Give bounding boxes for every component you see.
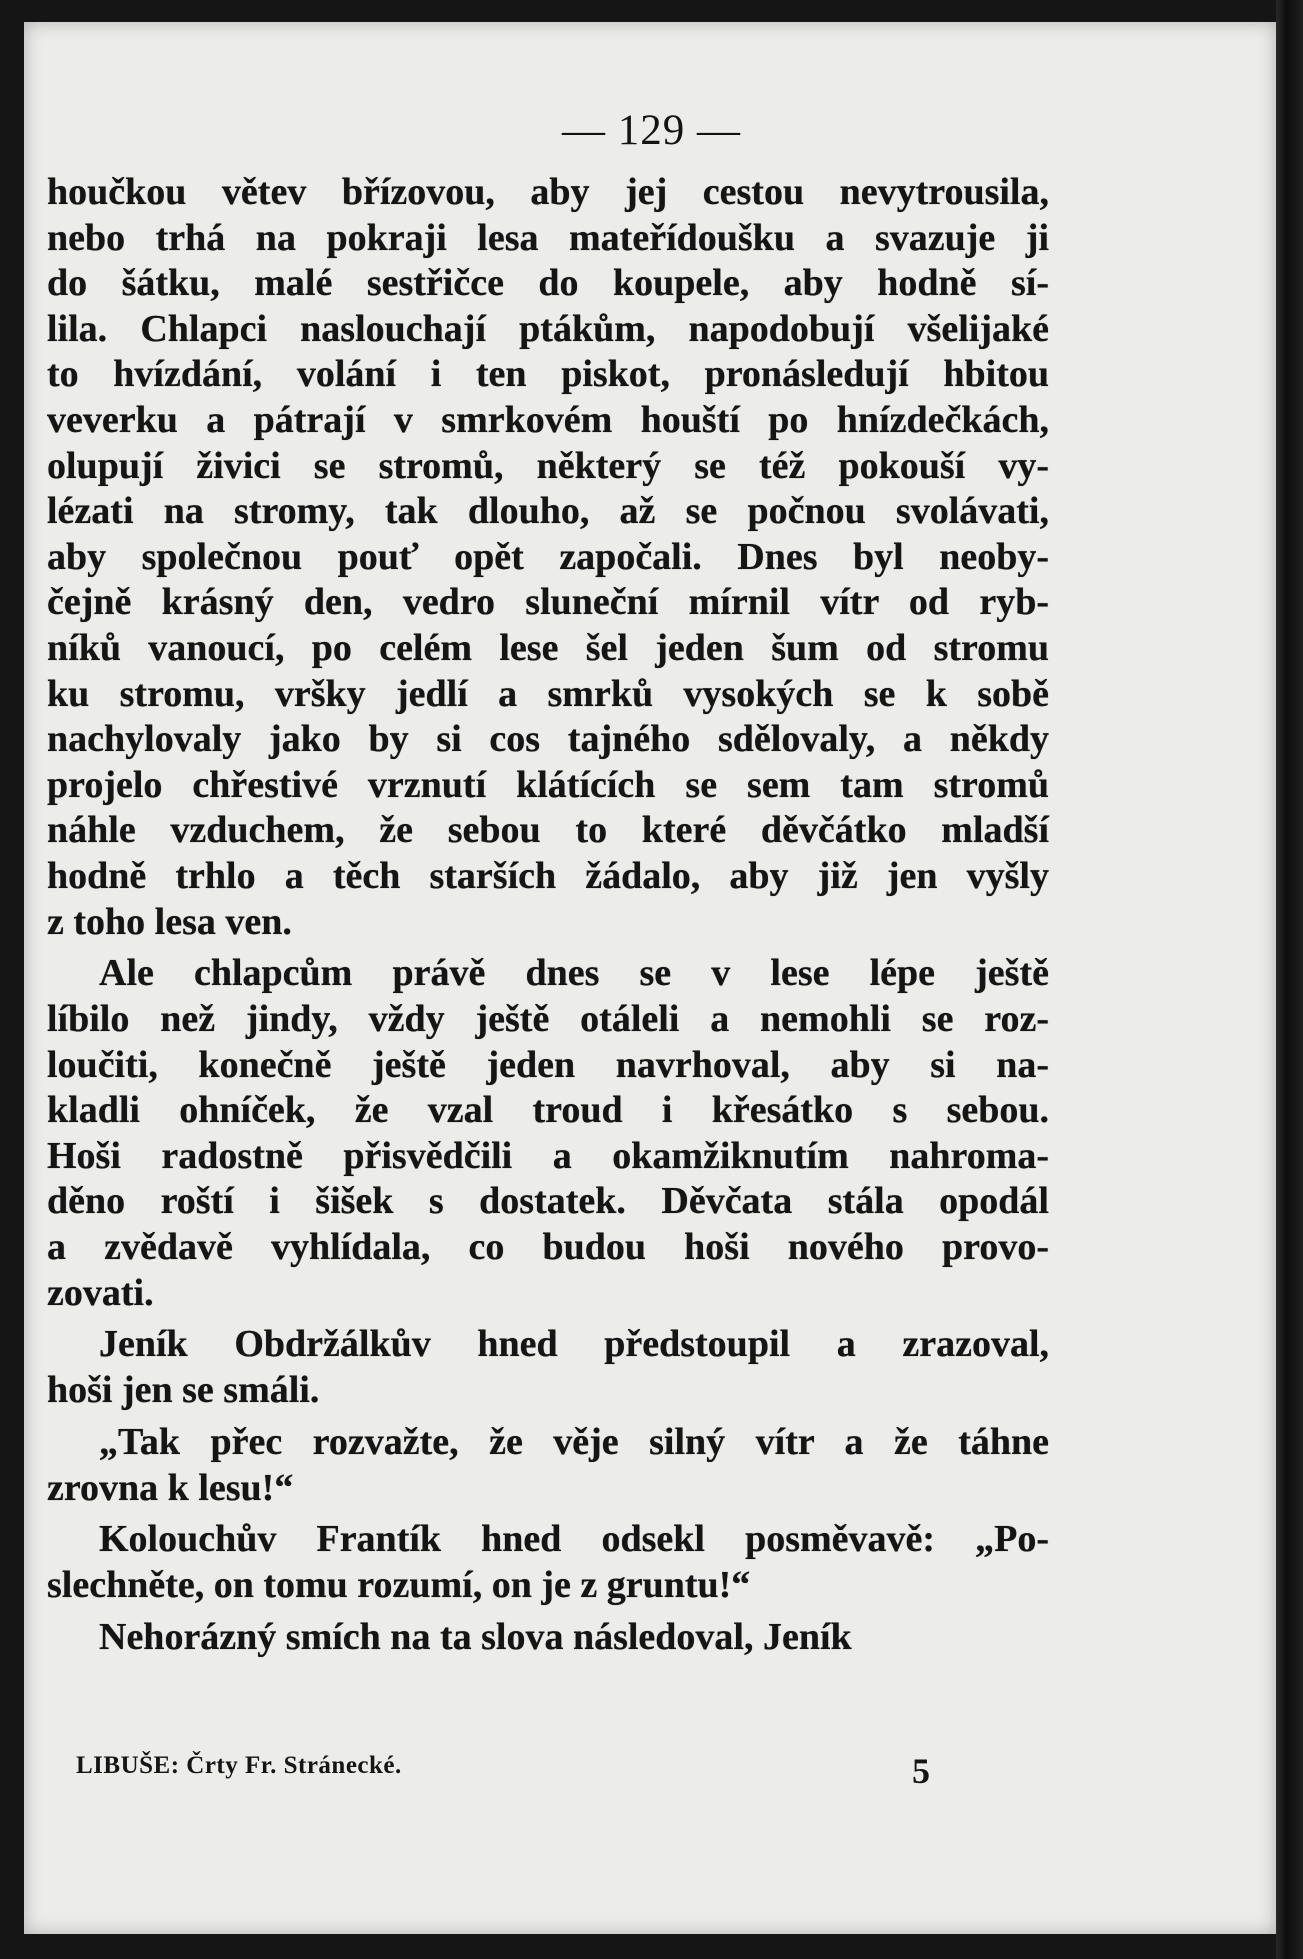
text-line: lézati na stromy, tak dlouho, až se počnou svolávati, [47, 490, 1049, 533]
text-line: olupují živici se stromů, některý se též pokouší vy- [47, 444, 1049, 487]
paragraph [47, 1517, 1049, 1608]
text-line: Ale chlapcům právě dnes se v lese lépe ještě [99, 952, 1049, 995]
text-line: „Tak přec rozvažte, že věje silný vítr a že táhne [99, 1420, 1049, 1463]
text-line: a zvědavě vyhlídala, co budou hoši nového provo- [47, 1225, 1049, 1268]
text-line: níků vanoucí, po celém lese šel jeden šum od stromu [47, 626, 1049, 669]
text-line: projelo chřestivé vrznutí klátících se sem tam stromů [47, 763, 1049, 806]
text-line: zrovna k lesu!“ [47, 1466, 294, 1509]
text-line: náhle vzduchem, že sebou to které děvčátko mladší [47, 809, 1049, 852]
printer-signature: 5 [912, 1751, 930, 1791]
text-line: zovati. [47, 1271, 154, 1314]
text-line: hodně trhlo a těch starších žádalo, aby již jen vyšly [47, 854, 1049, 897]
text-line: aby společnou pouť opět započali. Dnes byl neoby- [47, 535, 1049, 578]
page-number: — 129 — [562, 107, 741, 154]
text-line: Jeník Obdržálkův hned předstoupil a zrazoval, [99, 1323, 1049, 1366]
text-line: nebo trhá na pokraji lesa mateřídoušku a svazuje ji [47, 216, 1049, 259]
scan-border [1276, 0, 1303, 1959]
text-line: líbilo než jindy, vždy ještě otáleli a nemohli se roz- [47, 997, 1049, 1040]
text-line: Nehorázný smích na ta slova následoval, Jeník [99, 1615, 852, 1658]
text-line: Hoši radostně přisvědčili a okamžiknutím nahroma- [47, 1134, 1049, 1177]
paragraph [47, 1322, 1049, 1413]
text-line: Kolouchův Frantík hned odsekl posměvavě: „Po- [99, 1518, 1049, 1561]
text-line: do šátku, malé sestřičce do koupele, aby hodně sí- [47, 262, 1049, 305]
paragraph [47, 1420, 1049, 1511]
text-line: slechněte, on tomu rozumí, on je z gruntu!“ [47, 1564, 751, 1606]
text-line: to hvízdání, volání i ten piskot, pronásledují hbitou [47, 353, 1049, 396]
text-line: lila. Chlapci naslouchají ptákům, napodobují všelijaké [47, 307, 1049, 350]
text-line: loučiti, konečně ještě jeden navrhoval, aby si na- [47, 1043, 1049, 1086]
text-line: čejně krásný den, vedro sluneční mírnil vítr od ryb- [47, 581, 1049, 624]
text-line: z toho lesa ven. [47, 900, 292, 943]
text-line: nachylovaly jako by si cos tajného sdělovaly, a někdy [47, 718, 1049, 761]
text-line: ku stromu, vršky jedlí a smrků vysokých se k sobě [47, 672, 1049, 715]
paragraph [47, 951, 1049, 1316]
body-text [47, 170, 1049, 1660]
text-line: děno roští i šišek s dostatek. Děvčata stála opodál [47, 1180, 1049, 1223]
text-line: hoši jen se smáli. [47, 1369, 320, 1412]
text-line: kladli ohníček, že vzal troud i křesátko s sebou. [47, 1089, 1049, 1132]
text-line: veverku a pátrají v smrkovém houští po hnízdečkách, [47, 398, 1049, 441]
footer-signature-mark: LIBUŠE: Črty Fr. Stránecké. [76, 1752, 402, 1779]
paragraph [47, 170, 1049, 945]
text-line: houčkou větev břízovou, aby jej cestou nevytrousila, [47, 171, 1049, 213]
paragraph [47, 1615, 1049, 1661]
